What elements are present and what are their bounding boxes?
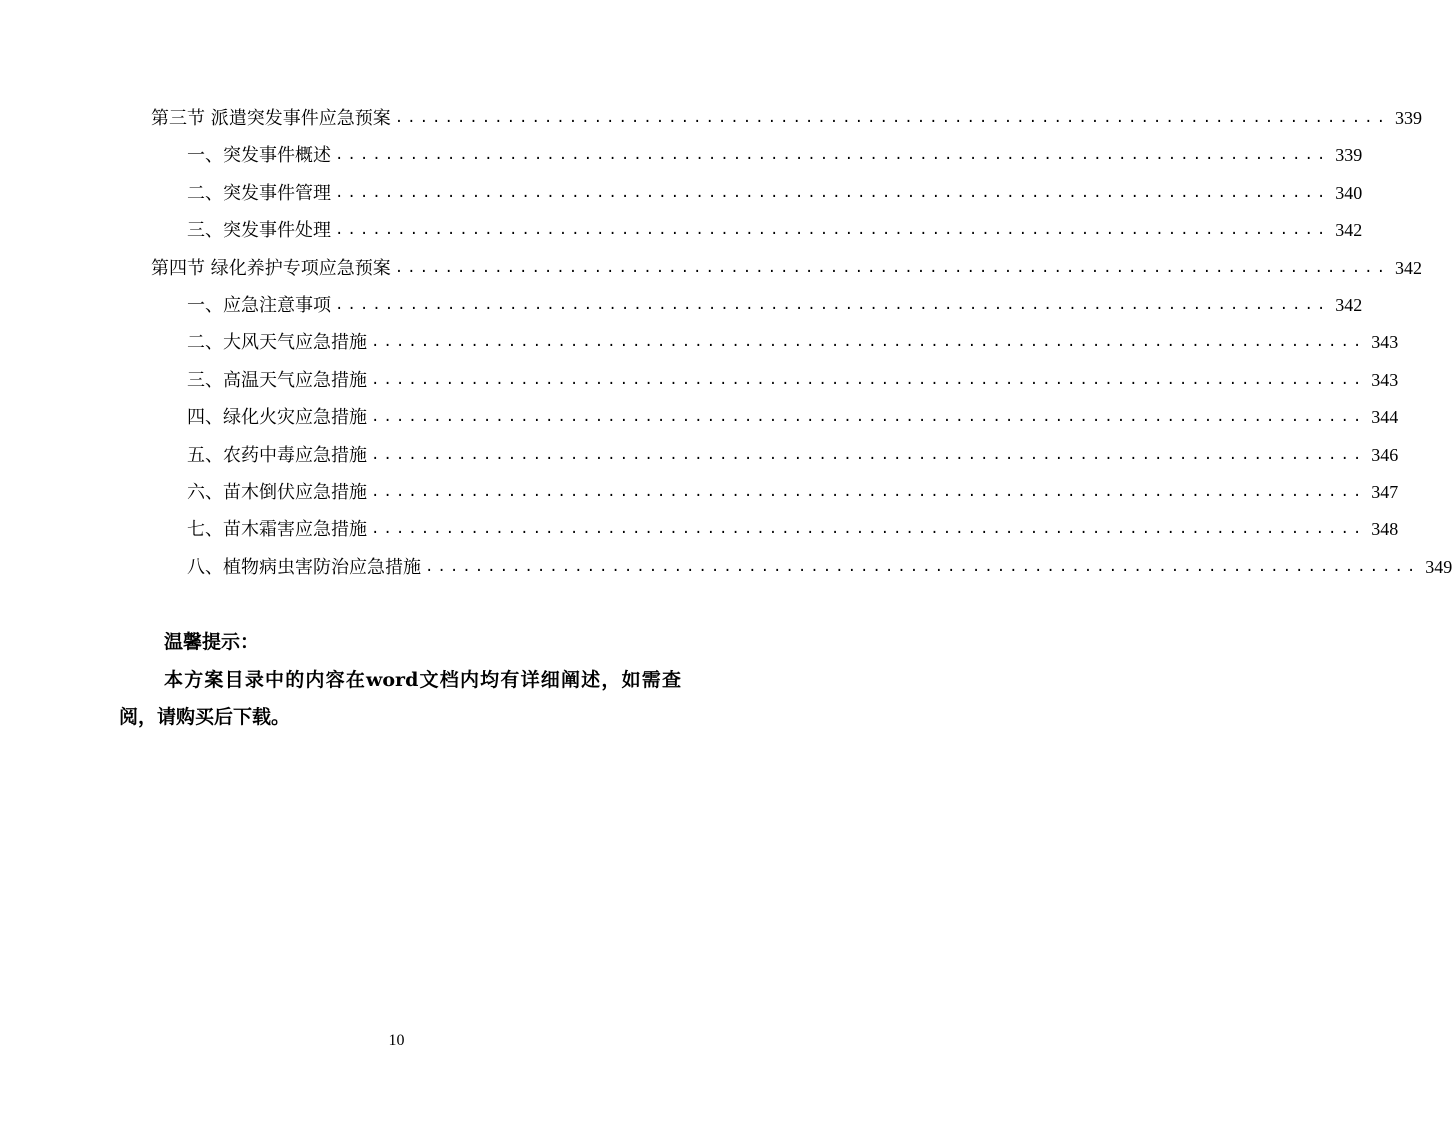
toc-leader-dots: ................................................................................ bbox=[335, 222, 1330, 239]
toc-page-number: 343 bbox=[1371, 332, 1399, 353]
toc-subsection-entry[interactable] bbox=[187, 324, 1399, 361]
toc-entry-label: 五、农药中毒应急措施 bbox=[187, 444, 367, 466]
toc-entry-label: 一、突发事件概述 bbox=[187, 145, 331, 167]
toc-subsection-entry[interactable] bbox=[187, 399, 1399, 436]
toc-subsection-entry[interactable] bbox=[187, 212, 1363, 249]
toc-page-number: 339 bbox=[1395, 108, 1423, 128]
toc-entry-label: 一、应急注意事项 bbox=[187, 295, 331, 316]
toc-entry-label: 第三节 派遣突发事件应急预案 bbox=[151, 108, 391, 129]
toc-page-number: 342 bbox=[1395, 257, 1423, 278]
toc-page-number: 340 bbox=[1335, 182, 1363, 203]
toc-leader-dots: ................................................................................ bbox=[335, 147, 1330, 164]
toc-entry-label: 七、苗木霜害应急措施 bbox=[187, 519, 367, 541]
toc-page-number: 344 bbox=[1371, 407, 1399, 428]
toc-leader-dots: ................................................................................ bbox=[371, 334, 1366, 351]
toc-subsection-entry[interactable] bbox=[187, 549, 1452, 586]
toc-entry-label: 四、绿化火灾应急措施 bbox=[187, 407, 367, 429]
toc-subsection-entry[interactable] bbox=[187, 362, 1399, 399]
toc-page-number: 347 bbox=[1371, 482, 1399, 502]
toc-entry-label: 八、植物病虫害防治应急措施 bbox=[187, 556, 421, 578]
toc-leader-dots: ................................................................................ bbox=[371, 371, 1366, 388]
toc-page-number: 349 bbox=[1425, 556, 1452, 577]
toc-subsection-entry[interactable] bbox=[187, 137, 1363, 174]
toc-entry-label: 三、突发事件处理 bbox=[187, 220, 331, 242]
toc-entry-label: 二、突发事件管理 bbox=[187, 182, 331, 204]
toc-leader-dots: ................................................................................ bbox=[425, 558, 1420, 575]
toc-subsection-entry[interactable] bbox=[187, 175, 1363, 212]
toc-subsection-entry[interactable] bbox=[187, 437, 1399, 474]
toc-page-number: 342 bbox=[1335, 295, 1363, 315]
toc-page-number: 348 bbox=[1371, 519, 1399, 540]
toc-leader-dots: ................................................................................ bbox=[371, 446, 1366, 463]
toc-page-number: 343 bbox=[1371, 369, 1399, 390]
toc-page-number: 346 bbox=[1371, 444, 1399, 465]
toc-entry-label: 第四节 绿化养护专项应急预案 bbox=[151, 257, 391, 279]
toc-leader-dots: ................................................................................ bbox=[394, 259, 1390, 276]
toc-page-number: 342 bbox=[1335, 220, 1363, 241]
toc-leader-dots: ................................................................................ bbox=[335, 184, 1330, 201]
toc-section-entry[interactable] bbox=[151, 100, 1423, 137]
toc-entry-label: 三、高温天气应急措施 bbox=[187, 369, 367, 391]
toc-leader-dots: ................................................................................ bbox=[371, 521, 1366, 538]
toc-subsection-entry[interactable] bbox=[187, 474, 1399, 511]
toc-section-entry[interactable] bbox=[151, 250, 1423, 287]
toc-subsection-entry[interactable] bbox=[187, 287, 1363, 324]
toc-entry-label: 二、大风天气应急措施 bbox=[187, 332, 367, 354]
toc-leader-dots: ................................................................................ bbox=[371, 484, 1366, 500]
toc-leader-dots: ................................................................................ bbox=[394, 110, 1390, 126]
toc-leader-dots: ................................................................................ bbox=[335, 297, 1330, 313]
toc-leader-dots: ................................................................................ bbox=[371, 409, 1366, 426]
toc-entry-label: 六、苗木倒伏应急措施 bbox=[187, 482, 367, 503]
notice-body: 本方案目录中的内容在word文档内均有详细阐述，如需查阅，请购买后下载。 bbox=[119, 669, 681, 728]
toc-page-number: 339 bbox=[1335, 145, 1363, 166]
toc-subsection-entry[interactable] bbox=[187, 511, 1399, 548]
notice-title: 温馨提示： bbox=[164, 631, 260, 653]
page-number: 10 bbox=[388, 1032, 405, 1049]
